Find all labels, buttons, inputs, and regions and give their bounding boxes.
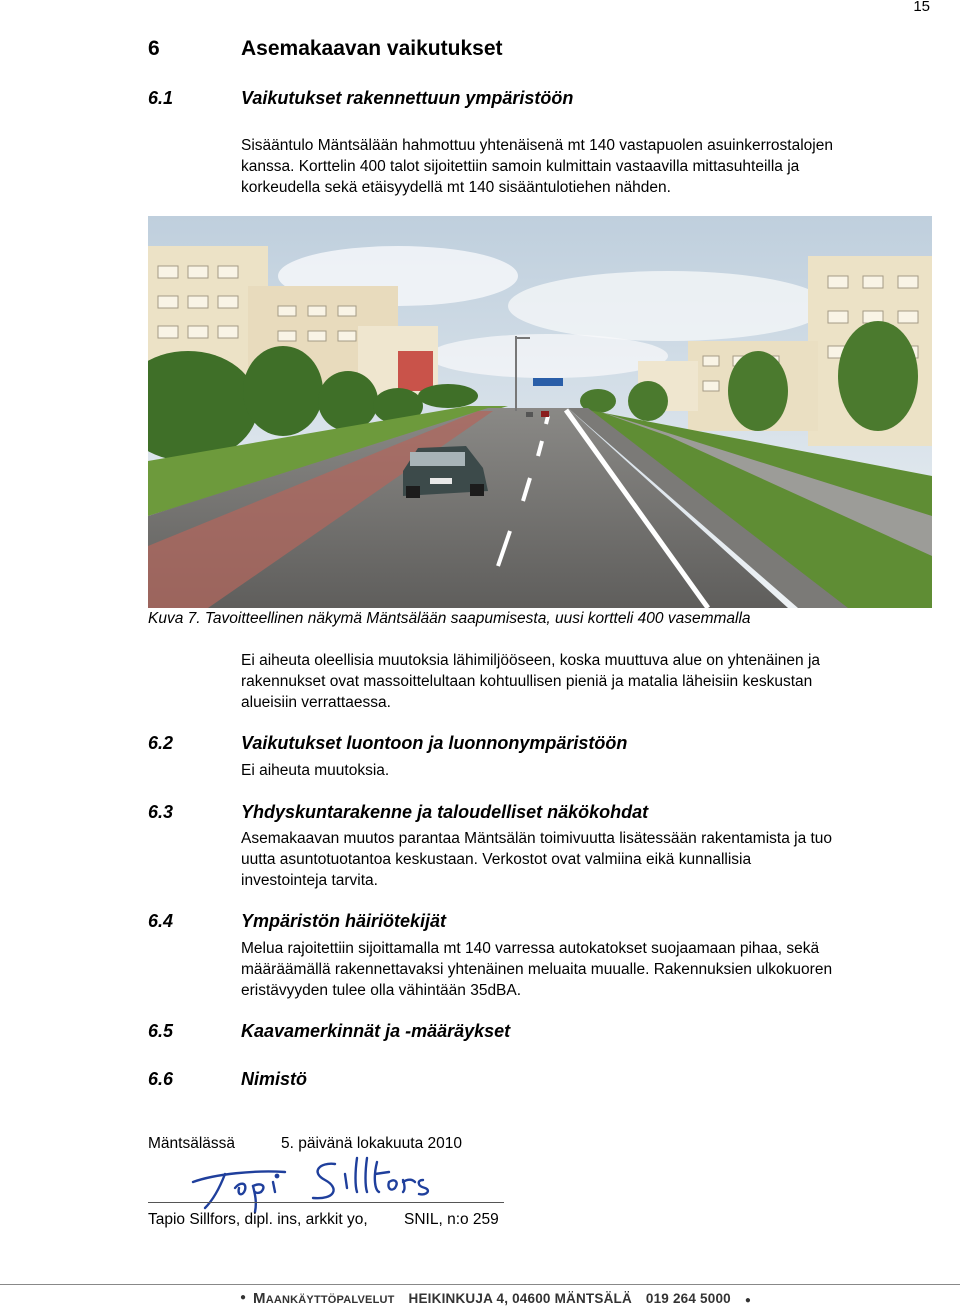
text-line: alueisiin verrattaessa. — [241, 694, 391, 711]
text-line: Asemakaavan muutos parantaa Mäntsälän toimivuutta lisätessään rakentamista ja tuo — [241, 830, 833, 847]
text-line: Ei aiheuta oleellisia muutoksia lähimiljööseen, koska muuttuva alue on yhtenäinen ja — [241, 652, 821, 669]
section-6-2-number: 6.2 — [148, 733, 174, 753]
footer-address: HEIKINKUJA 4, 04600 MÄNTSÄLÄ — [408, 1291, 632, 1306]
signer-registration: SNIL, n:o 259 — [404, 1211, 499, 1228]
section-6-title: Asemakaavan vaikutukset — [241, 37, 503, 60]
footer-company: Maankäyttöpalvelut — [253, 1290, 395, 1307]
signer-name: Tapio Sillfors, dipl. ins, arkkit yo, — [148, 1211, 368, 1228]
section-6-3-paragraph — [241, 828, 941, 891]
footer — [253, 1290, 761, 1307]
section-6-2-text: Ei aiheuta muutoksia. — [241, 762, 390, 779]
text-line: investointeja tarvita. — [241, 872, 378, 889]
signature-line — [148, 1202, 504, 1203]
section-6-2-title: Vaikutukset luontoon ja luonnonympäristöön — [241, 733, 628, 753]
text-line: määräämällä rakennettavaksi yhtenäinen meluaita muualle. Rakennuksien ulkokuoren — [241, 961, 833, 978]
figure-paragraph — [241, 650, 941, 713]
section-6-4-title: Ympäristön häiriötekijät — [241, 911, 447, 931]
figure-caption: Kuva 7. Tavoitteellinen näkymä Mäntsälään saapumisesta, uusi kortteli 400 vasemmalla — [148, 610, 751, 627]
footer-bullet-end: ● — [744, 1295, 752, 1306]
text-line: korkeudella sekä etäisyydellä mt 140 sisääntulotiehen nähden. — [241, 179, 671, 196]
section-6-1-number: 6.1 — [148, 88, 174, 108]
signature-place: Mäntsälässä — [148, 1135, 236, 1152]
footer-phone: 019 264 5000 — [645, 1291, 731, 1306]
street-view-photo — [148, 216, 932, 608]
signature-date: 5. päivänä lokakuuta 2010 — [281, 1135, 462, 1152]
page-number: 15 — [913, 0, 930, 15]
street-scene-illustration — [148, 216, 932, 608]
section-6-5-title: Kaavamerkinnät ja -määräykset — [241, 1021, 511, 1041]
text-line: rakennukset ovat massoittelultaan kohtuullisen pieniä ja matalia läheisiin keskustan — [241, 673, 813, 690]
section-6-number: 6 — [148, 37, 160, 60]
section-6-3-number: 6.3 — [148, 802, 174, 822]
section-6-3-title: Yhdyskuntarakenne ja taloudelliset näkökohdat — [241, 802, 649, 822]
section-6-6-title: Nimistö — [241, 1069, 308, 1089]
footer-rule — [0, 1284, 960, 1285]
section-6-4-number: 6.4 — [148, 911, 174, 931]
text-line: eristävyyden tulee olla vähintään 35dBA. — [241, 982, 522, 999]
section-6-5-number: 6.5 — [148, 1021, 174, 1041]
text-line: Sisääntulo Mäntsälään hahmottuu yhtenäisenä mt 140 vastapuolen asuinkerrostalojen — [241, 137, 833, 154]
handwritten-signature — [185, 1152, 455, 1216]
text-line: uutta asuntotuotantoa keskustaan. Verkostot ovat valmiina eikä kunnallisia — [241, 851, 752, 868]
section-6-6-number: 6.6 — [148, 1069, 174, 1089]
text-line: kanssa. Korttelin 400 talot sijoitettiin samoin kulmittain vastaavilla mittasuhteilla ja — [241, 158, 800, 175]
section-6-4-paragraph — [241, 938, 941, 1001]
text-line: Melua rajoitettiin sijoittamalla mt 140 varressa autokatokset suojaamaan pihaa, sekä — [241, 940, 820, 957]
section-6-1-paragraph — [241, 135, 941, 198]
section-6-1-title: Vaikutukset rakennettuun ympäristöön — [241, 88, 574, 108]
footer-bullet: ● — [240, 1292, 247, 1303]
